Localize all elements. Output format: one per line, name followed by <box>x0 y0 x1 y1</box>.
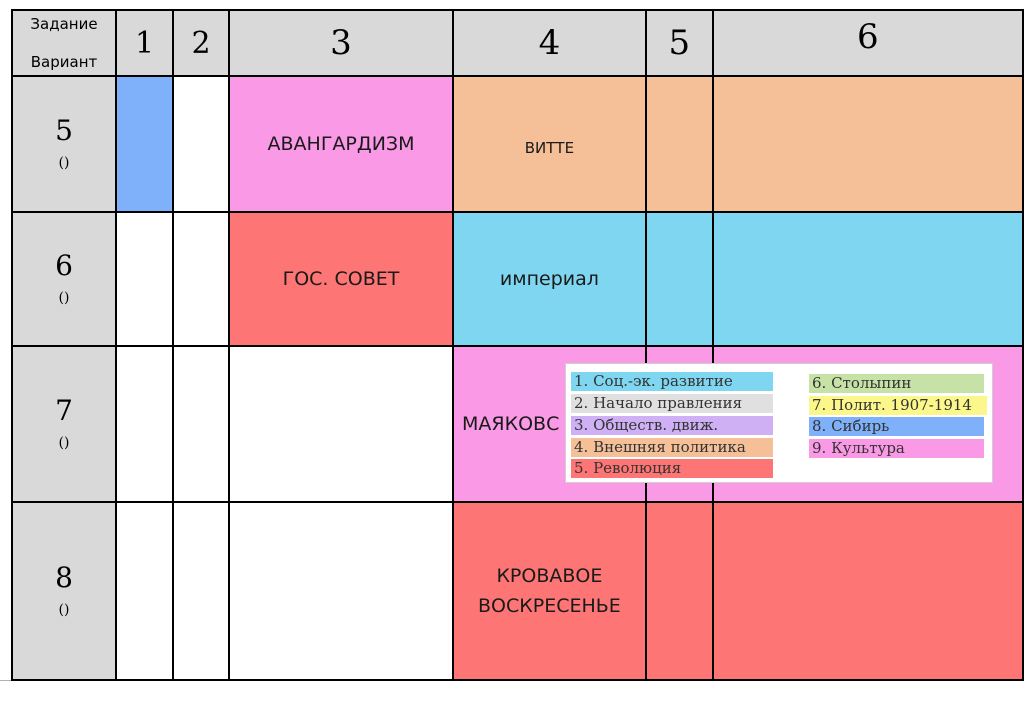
variant-number: 7 <box>55 394 73 427</box>
legend-item: 5. Революция <box>571 459 773 478</box>
answer-cell[interactable] <box>173 76 229 212</box>
answer-cell[interactable] <box>173 346 229 502</box>
answer-cell[interactable] <box>173 502 229 680</box>
legend-item: 2. Начало правления <box>571 394 773 413</box>
answer-cell[interactable] <box>116 346 173 502</box>
row-label <box>12 502 116 680</box>
legend-item: 8. Сибирь <box>809 417 984 436</box>
task-label: Задание <box>30 15 98 33</box>
column-header-4: 4 <box>453 10 646 76</box>
variant-number: 5 <box>55 114 73 147</box>
answer-cell[interactable] <box>713 212 1023 346</box>
column-header-3: 3 <box>229 10 453 76</box>
variant-parens: () <box>58 602 70 618</box>
row-label <box>12 76 116 212</box>
answer-cell[interactable]: МАЯКОВС <box>453 346 646 502</box>
table-row <box>12 502 1023 680</box>
row-label <box>12 346 116 502</box>
variant-label: Вариант <box>30 53 98 71</box>
answer-cell[interactable] <box>713 76 1023 212</box>
corner-cell <box>12 10 116 76</box>
row-label <box>12 212 116 346</box>
variant-parens: () <box>58 435 70 451</box>
column-header-6: 6 <box>713 10 1023 76</box>
variant-parens: () <box>58 155 70 171</box>
answer-cell[interactable] <box>713 502 1023 680</box>
variant-number: 6 <box>55 249 73 282</box>
answer-cell[interactable] <box>646 502 713 680</box>
header-row <box>12 10 1023 76</box>
legend-item: 6. Столыпин <box>809 374 984 393</box>
answer-cell[interactable] <box>116 502 173 680</box>
answer-cell[interactable]: ГОС. СОВЕТ <box>229 212 453 346</box>
variant-parens: () <box>58 290 70 306</box>
answer-cell[interactable] <box>116 76 173 212</box>
answer-grid <box>11 9 1024 681</box>
legend-item: 3. Обществ. движ. <box>571 416 773 435</box>
answer-cell[interactable] <box>229 346 453 502</box>
answer-cell[interactable] <box>646 212 713 346</box>
slide-bottom-strip <box>0 680 1024 709</box>
column-header-2: 2 <box>173 10 229 76</box>
table-row <box>12 212 1023 346</box>
column-header-5: 5 <box>646 10 713 76</box>
answer-cell[interactable] <box>173 212 229 346</box>
answer-cell[interactable]: АВАНГАРДИЗМ <box>229 76 453 212</box>
answer-cell[interactable]: империал <box>453 212 646 346</box>
answer-cell[interactable] <box>116 212 173 346</box>
answer-cell[interactable]: ВИТТЕ <box>453 76 646 212</box>
answer-cell[interactable]: КРОВАВОЕ ВОСКРЕСЕНЬЕ <box>453 502 646 680</box>
legend-item: 9. Культура <box>809 439 984 458</box>
answer-cell[interactable] <box>646 76 713 212</box>
column-header-1: 1 <box>116 10 173 76</box>
legend-item: 1. Соц.-эк. развитие <box>571 372 773 391</box>
variant-number: 8 <box>55 561 73 594</box>
answer-cell[interactable] <box>229 502 453 680</box>
color-legend <box>565 363 993 483</box>
legend-item: 4. Внешняя политика <box>571 438 773 457</box>
table-row <box>12 76 1023 212</box>
legend-item: 7. Полит. 1907-1914 <box>809 396 987 415</box>
